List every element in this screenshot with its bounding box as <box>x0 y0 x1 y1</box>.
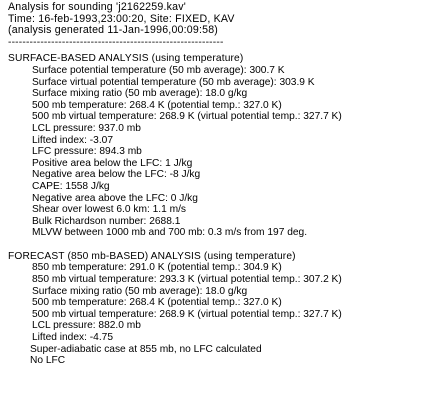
forecast-analysis-item: Surface mixing ratio (50 mb average): 18.0 g/kg <box>32 285 248 297</box>
surface-analysis-item: 500 mb virtual temperature: 268.9 K (virtual potential temp.: 327.7 K) <box>32 111 342 123</box>
surface-analysis-item: Bulk Richardson number: 2688.1 <box>32 215 181 227</box>
forecast-analysis-item: LCL pressure: 882.0 mb <box>32 320 141 332</box>
surface-analysis-list <box>8 65 444 239</box>
report-title: Analysis for sounding 'j2162259.kav' <box>8 1 186 13</box>
forecast-analysis-note: No LFC <box>30 355 66 367</box>
forecast-analysis-item: 500 mb temperature: 268.4 K (potential temp.: 327.0 K) <box>32 297 282 309</box>
surface-analysis-item: Shear over lowest 6.0 km: 1.1 m/s <box>32 204 187 216</box>
sounding-analysis-report <box>8 2 444 367</box>
forecast-analysis-note: Super-adiabatic case at 855 mb, no LFC calculated <box>30 343 262 355</box>
surface-analysis-item: Surface mixing ratio (50 mb average): 18.0 g/kg <box>32 88 248 100</box>
surface-analysis-heading: SURFACE-BASED ANALYSIS (using temperature) <box>8 53 244 65</box>
forecast-analysis-item: 850 mb temperature: 291.0 K (potential temp.: 304.9 K) <box>32 262 282 274</box>
surface-analysis-item: Negative area above the LFC: 0 J/kg <box>32 192 198 204</box>
surface-analysis-item: LCL pressure: 937.0 mb <box>32 122 141 134</box>
forecast-analysis-heading: FORECAST (850 mb-BASED) ANALYSIS (using temperature) <box>8 250 296 262</box>
surface-analysis-item: Negative area below the LFC: -8 J/kg <box>32 169 201 181</box>
forecast-analysis-item: 850 mb virtual temperature: 293.3 K (virtual potential temp.: 307.2 K) <box>32 274 342 286</box>
sounding-time-site: Time: 16-feb-1993,23:00:20, Site: FIXED, KAV <box>8 12 235 25</box>
surface-analysis-item: Positive area below the LFC: 1 J/kg <box>32 157 193 169</box>
surface-analysis-item: Lifted index: -3.07 <box>32 134 113 146</box>
forecast-analysis-item: Lifted index: -4.75 <box>32 332 113 344</box>
forecast-analysis-item: 500 mb virtual temperature: 268.9 K (virtual potential temp.: 327.7 K) <box>32 308 342 320</box>
surface-analysis-item: Surface virtual potential temperature (50 mb average): 303.9 K <box>32 76 315 88</box>
surface-analysis-item: 500 mb temperature: 268.4 K (potential temp.: 327.0 K) <box>32 99 282 111</box>
surface-analysis-item: LFC pressure: 894.3 mb <box>32 146 142 158</box>
section-gap <box>8 239 444 251</box>
forecast-analysis-list <box>8 262 444 366</box>
surface-analysis-item: CAPE: 1558 J/kg <box>32 180 110 192</box>
header-divider: ------------------------------------------------------------ <box>8 36 224 48</box>
analysis-generated-time: (analysis generated 11-Jan-1996,00:09:58) <box>8 24 219 37</box>
surface-analysis-item: MLVW between 1000 mb and 700 mb: 0.3 m/s from 197 deg. <box>32 227 308 239</box>
surface-analysis-item: Surface potential temperature (50 mb average): 300.7 K <box>32 64 285 76</box>
